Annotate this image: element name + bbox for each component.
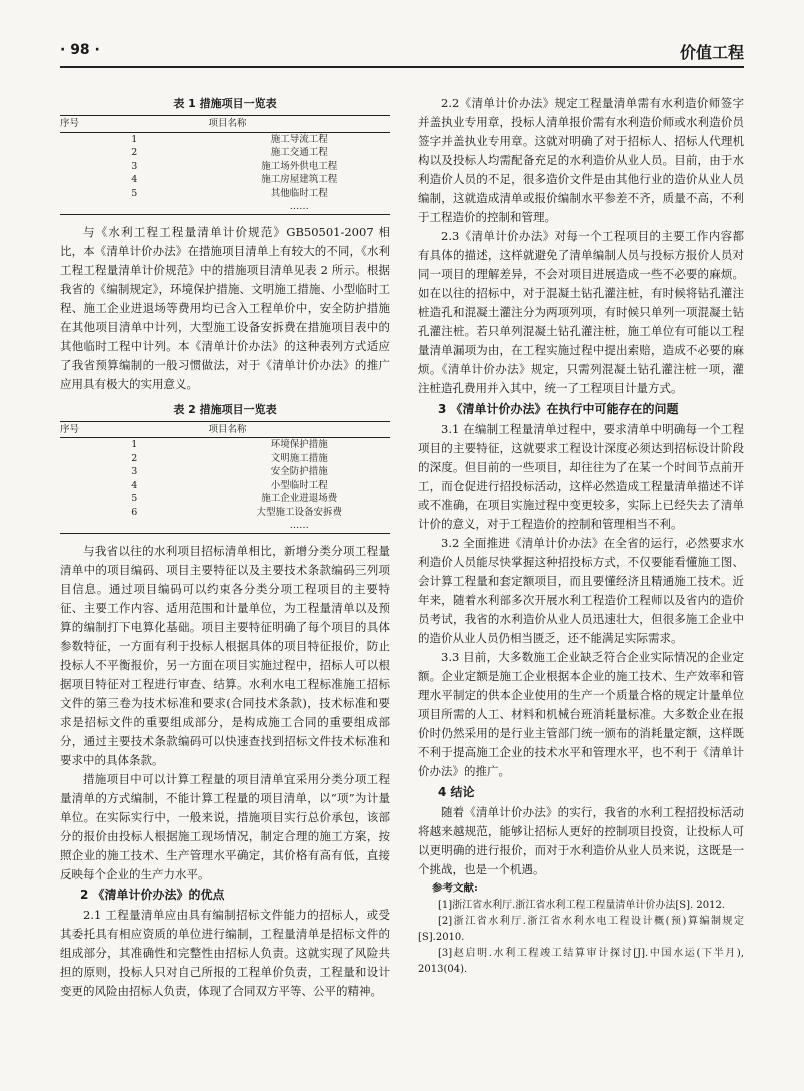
body-paragraph: 与我省以往的水利项目招标清单相比，新增分类分项工程量清单中的项目编码、项目主要特征以及主要技术条款编码三列项目信息。通过项目编码可以约束各分类分项工程项目的主要特征、主要工作内容、适用范围和计量单位，为工程量清单以及预算的编制打下电算化基础。项目主要特征明确了每个项目的具体参数特征，一方面有利于投标人根据具体的项目特征报价，防止投标人不平衡报价，另一方面在项目实施过程中，招标人可以根据项目特征对工程进行审查、结算。水利水电工程标准施工招标文件的第三卷为技术标准和要求(合同技术条款)，技术标准和要求是招标文件的重要组成部分，是构成施工合同的重要组成部分，通过主要技术条款编码可以快速查找到招标文件技术标准和要求中的具体条款。 xyxy=(60,543,390,767)
table-cell: 文明施工措施 xyxy=(270,452,328,464)
reference-item: [3]赵启明.水利工程竣工结算审计探讨[J].中国水运(下半月), 2013(04). xyxy=(418,948,744,975)
section-heading-3: 3 《清单计价办法》在执行中可能存在的问题 xyxy=(438,402,679,416)
table-row xyxy=(60,492,390,506)
table1-header-no: 序号 xyxy=(60,116,209,133)
table-cell: 施工房屋建筑工程 xyxy=(261,174,338,185)
table1-caption: 表 1 措施项目一览表 xyxy=(173,97,277,110)
table2-caption: 表 2 措施项目一览表 xyxy=(173,402,277,416)
table-cell xyxy=(60,519,209,533)
table-cell: 施工企业进退场费 xyxy=(261,493,338,504)
table-row xyxy=(60,438,390,452)
table-cell: 3 xyxy=(131,466,138,477)
reference-item: [2]浙江省水利厅.浙江省水利水电工程设计概(预)算编制规定[S].2010. xyxy=(418,916,744,943)
table-cell: 环境保护措施 xyxy=(270,439,328,450)
header-rule xyxy=(60,66,744,68)
table-cell: …… xyxy=(209,519,391,533)
reference-item: [1]浙江省水利厅.浙江省水利工程工程量清单计价办法[S]. 2012. xyxy=(438,900,725,911)
table-cell: 安全防护措施 xyxy=(270,466,328,477)
table-cell: 2 xyxy=(131,147,138,158)
table-cell: 4 xyxy=(131,174,138,185)
body-paragraph: 3.2 全面推进《清单计价办法》在全省的运行，必然要求水利造价人员能尽快掌握这种招投标方式，不仅要能看懂施工图、会计算工程量和套定额项目，而且要懂经济且精通施工技术。近年来，随着水利部多次开展水利工程造价工程师以及省内的造价员考试，我省的水利造价从业人员迅速壮大，但很多施工企业中的造价从业人员仍相当匮乏，还不能满足实际需求。 xyxy=(418,536,744,645)
body-paragraph: 措施项目中可以计算工程量的项目清单宜采用分类分项工程量清单的方式编制，不能计算工程量的项目清单，以“项”为计量单位。在实际实行中，一般来说，措施项目实行总价承包，该部分的报价由投标人根据施工现场情况，制定合理的施工方案，按照企业的施工技术、生产管理水平确定，其价格有高有低，直接反映每个企业的生产力水平。 xyxy=(60,771,390,881)
body-paragraph: 3.1 在编制工程量清单过程中，要求清单中明确每一个工程项目的主要特征，这就要求工程设计深度必须达到招标设计阶段的深度。但目前的一些项目，却往往为了在某一个时间节点前开工，而仓促进行招投标活动，这样必然造成工程量清单描述不详或不准确，在项目实施过程中变更较多，实际上已经失去了清单计价的意义，对于工程造价的控制和管理相当不利。 xyxy=(418,422,744,531)
table1-header-name: 项目名称 xyxy=(209,116,391,133)
table-cell: 施工交通工程 xyxy=(270,147,328,158)
table-cell: 3 xyxy=(131,160,138,172)
table-row xyxy=(60,160,390,174)
table-cell: 5 xyxy=(131,493,138,504)
left-column xyxy=(60,94,390,1001)
table-cell: 大型施工设备安拆费 xyxy=(256,506,342,518)
table-cell: 4 xyxy=(131,479,138,491)
table-cell: 1 xyxy=(131,439,138,450)
table-cell: 2 xyxy=(131,452,138,464)
table-cell: 6 xyxy=(131,506,138,518)
table-row xyxy=(60,132,390,146)
table2-header-name: 项目名称 xyxy=(209,421,391,438)
page-header xyxy=(60,40,744,64)
journal-title: 价值工程 xyxy=(679,43,744,62)
table-row xyxy=(60,452,390,466)
page-number: · 98 · xyxy=(60,42,100,58)
table-cell xyxy=(60,200,209,214)
section-heading-4: 4 结论 xyxy=(438,785,475,799)
table2 xyxy=(60,421,390,534)
table-cell: 施工场外供电工程 xyxy=(261,160,338,172)
table-row xyxy=(60,146,390,160)
table-row xyxy=(60,173,390,187)
table-row xyxy=(60,465,390,479)
table-cell: 5 xyxy=(131,187,138,199)
right-column xyxy=(418,94,744,978)
table-cell: 施工导流工程 xyxy=(270,133,328,145)
table-cell: 其他临时工程 xyxy=(270,187,328,199)
table-row xyxy=(60,200,390,214)
table-row xyxy=(60,519,390,533)
body-paragraph: 2.1 工程量清单应由具有编制招标文件能力的招标人，或受其委托具有相应资质的单位进行编制，工程量清单是招标文件的组成部分，其准确性和完整性由招标人负责。这就实现了风险共担的原则，投标人只对自己所报的工程单价负责，工程量和设计变更的风险由招标人负责，体现了合同双方平等、公平的精神。 xyxy=(60,907,390,998)
body-paragraph: 随着《清单计价办法》的实行，我省的水利工程招投标活动将越来越规范，能够让招标人更好的控制项目投资，让投标人可以更明确的进行报价，而对于水利造价从业人员来说，这既是一个挑战，也是一个机遇。 xyxy=(418,805,744,876)
references-heading: 参考文献: xyxy=(432,882,478,894)
section-heading-2: 2 《清单计价办法》的优点 xyxy=(80,887,225,902)
table-cell: 1 xyxy=(131,133,138,145)
table-row xyxy=(60,506,390,520)
body-paragraph: 与《水利工程工程量清单计价规范》GB50501-2007 相比，本《清单计价办法》在措施项目清单上有较大的不同，《水利工程工程量清单计价规范》中的措施项目清单见表 2 所示。根据我省的《编制规定》，环境保护措施、文明施工措施、小型临时工程、施工企业进退场等费用均已含入工程单价中，安全防护措施在其他项目清单中计列，大型施工设备安拆费在措施项目表中的其他临时工程中计列。本《清单计价办法》的这种表列方式适应了我省预算编制的一般习惯做法，对于《清单计价办法》的推广应用具有极大的实用意义。 xyxy=(60,224,390,391)
table-cell: 小型临时工程 xyxy=(270,479,328,491)
table2-header-no: 序号 xyxy=(60,421,209,438)
table-row xyxy=(60,187,390,201)
body-paragraph: 3.3 目前，大多数施工企业缺乏符合企业实际情况的企业定额。企业定额是施工企业根据本企业的施工技术、生产效率和管理水平制定的供本企业使用的生产一个质量合格的规定计量单位项目所需的人工、材料和机械台班消耗量标准。大多数企业在报价时仍然采用的是行业主管部门统一颁布的消耗量定额，这样既不利于提高施工企业的技术水平和管理水平，也不利于《清单计价办法》的推广。 xyxy=(418,650,744,778)
table-row xyxy=(60,479,390,493)
body-paragraph: 2.3《清单计价办法》对每一个工程项目的主要工作内容都有具体的描述，这样就避免了清单编制人员与投标方报价人员对同一项目的理解差异，不会对项目进展造成一些不必要的麻烦。如在以往的招标中，对于混凝土钻孔灌注桩，有时候将钻孔灌注桩造孔和混凝土灌注分为两项列项，有时候只单列一项混凝土钻孔灌注桩。若只单列混凝土钻孔灌注桩，施工单位有可能以工程量清单漏项为由，在工程实施过程中提出索赔，造成不必要的麻烦。《清单计价办法》规定，只需列混凝土钻孔灌注桩一项，灌注桩造孔费用并入其中，统一了工程项目计量方式。 xyxy=(418,229,744,395)
body-paragraph: 2.2《清单计价办法》规定工程量清单需有水利造价师签字并盖执业专用章，投标人清单报价需有水利造价师或水利造价员签字并盖执业专用章。这就对明确了对于招标人、招标人代理机构以及投标人均需配备充足的水利造价从业人员。目前，由于水利造价人员的不足，很多造价文件是由其他行业的造价从业人员编制，这就造成清单或报价编制水平参差不齐，质量不高，不利于工程造价的控制和管理。 xyxy=(418,96,744,224)
table-cell: …… xyxy=(209,200,391,214)
table1 xyxy=(60,115,390,215)
